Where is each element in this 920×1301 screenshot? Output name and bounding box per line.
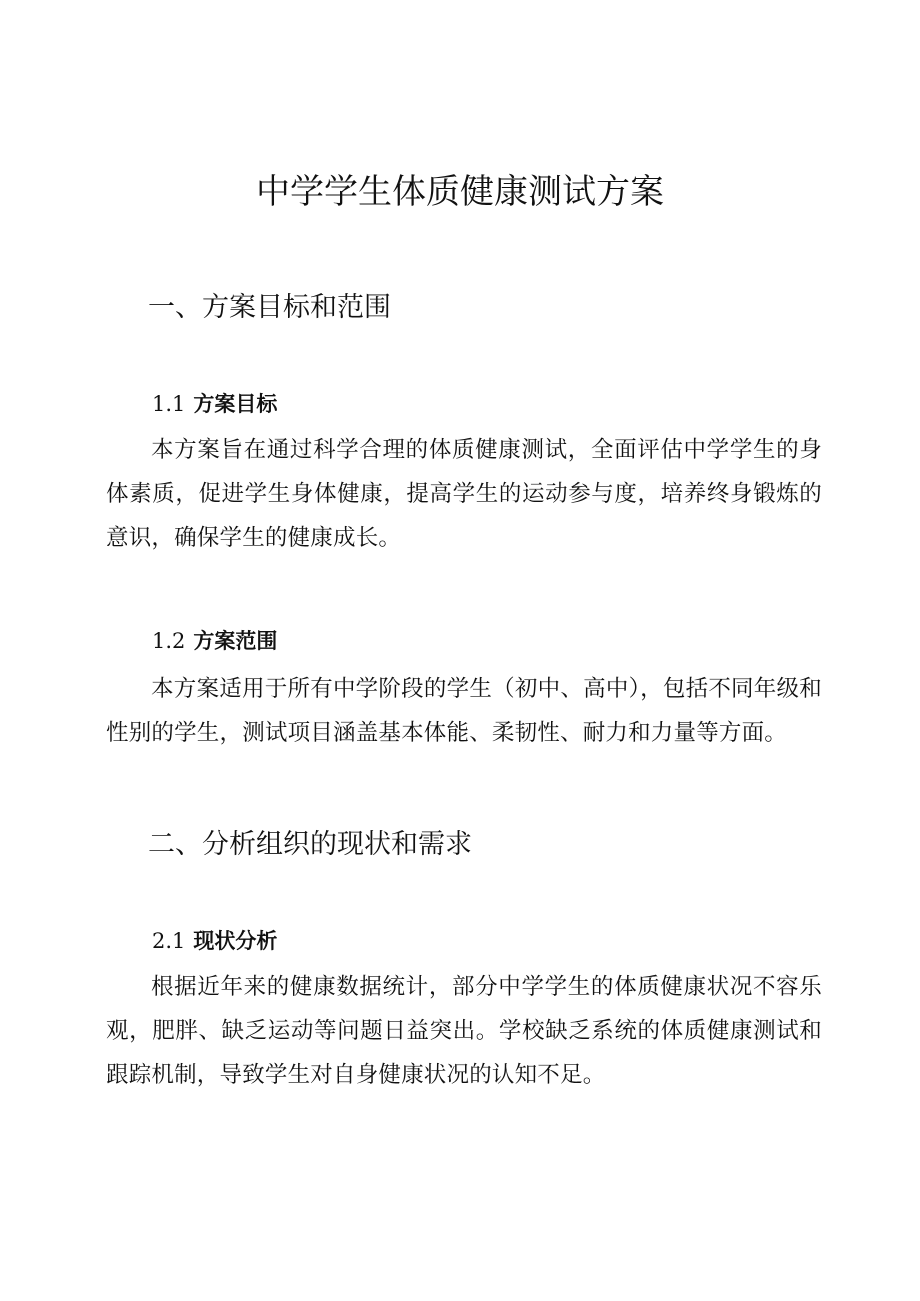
subsection-title: 方案目标 xyxy=(193,392,278,416)
subsection-number: 2.1 xyxy=(152,929,186,953)
subsection-number: 1.1 xyxy=(152,392,186,416)
subsection-heading-1-1 xyxy=(152,388,277,420)
paragraph-1-1: 本方案旨在通过科学合理的体质健康测试，全面评估中学学生的身体素质，促进学生身体健康，提高学生的运动参与度，培养终身锻炼的意识，确保学生的健康成长。 xyxy=(106,437,822,551)
section-heading-2: 二、分析组织的现状和需求 xyxy=(148,829,472,860)
paragraph-1-2: 本方案适用于所有中学阶段的学生（初中、高中），包括不同年级和性别的学生，测试项目涵盖基本体能、柔韧性、耐力和力量等方面。 xyxy=(106,676,822,746)
subsection-heading-2-1 xyxy=(152,925,277,957)
document-title: 中学学生体质健康测试方案 xyxy=(256,172,664,212)
subsection-heading-1-2 xyxy=(152,625,277,657)
paragraph-2-1: 根据近年来的健康数据统计，部分中学学生的体质健康状况不容乐观，肥胖、缺乏运动等问题日益突出。学校缺乏系统的体质健康测试和跟踪机制，导致学生对自身健康状况的认知不足。 xyxy=(106,974,822,1088)
subsection-title: 现状分析 xyxy=(193,929,278,953)
section-heading-1: 一、方案目标和范围 xyxy=(148,292,391,323)
subsection-number: 1.2 xyxy=(152,629,186,653)
subsection-title: 方案范围 xyxy=(193,629,278,653)
